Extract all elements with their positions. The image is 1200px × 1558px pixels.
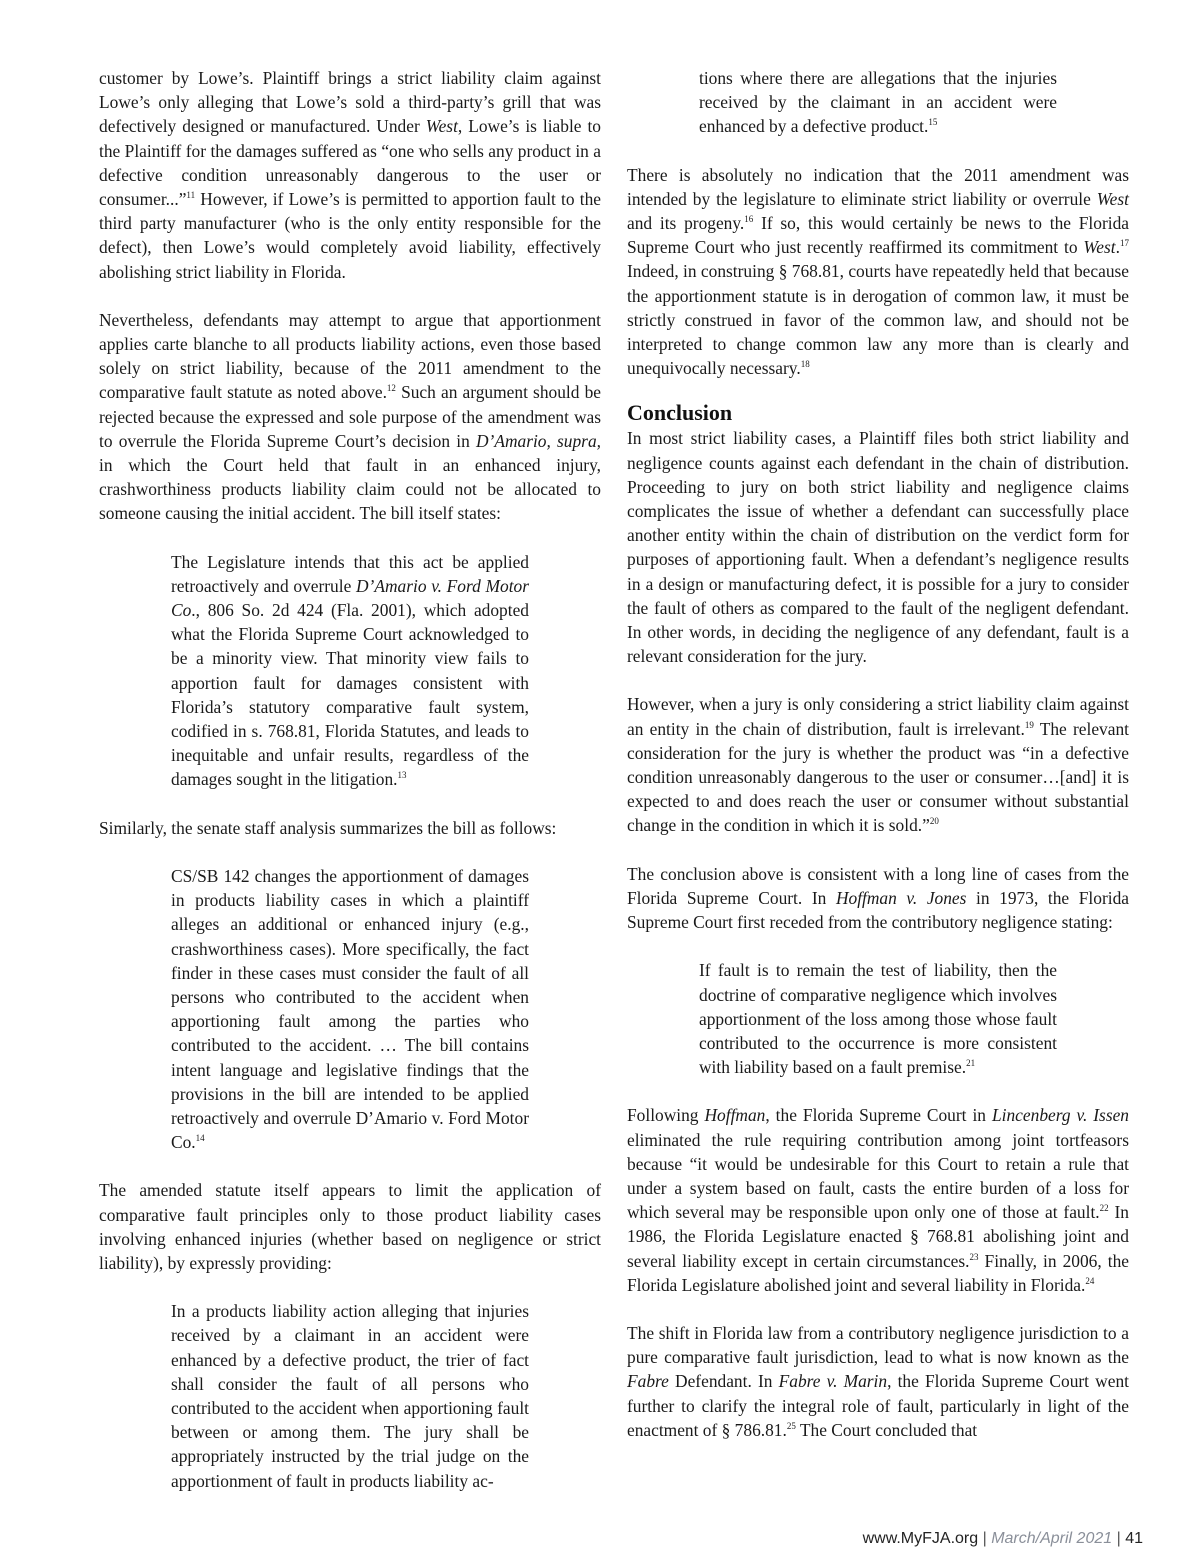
text: However, when a jury is only considering a strict liability claim against an entity in the chain of distribution, fault is irrelevant. xyxy=(627,694,1129,739)
paragraph: In most strict liability cases, a Plaintiff files both strict liability and negligence counts against each defendant in the chain of distribution. Proceeding to jury on both strict liability and negligence claims complicates the issue of whether a defendant can successfully place another entity within the chain of distribution on the verdict form for purposes of apportioning fault. When a defendant’s negligence results in a design or manufacturing defect, it is possible for a jury to consider the fault of others as compared to the fault of the negligent defendant. In other words, in deciding the negligence of any defendant, fault is a relevant consideration for the jury. xyxy=(627,428,1129,667)
paragraph xyxy=(99,308,601,526)
footnote-ref: 15 xyxy=(928,117,938,128)
text: There is absolutely no indication that the 2011 amendment was intended by the legislature to eliminate strict liability or overrule xyxy=(627,164,1129,209)
paragraph: The amended statute itself appears to limit the application of comparative fault principles only to those product liability cases involving enhanced injuries (whether based on negligence or strict liability), by expressly providing: xyxy=(99,1180,601,1273)
footer-separator: | xyxy=(978,1530,992,1547)
footnote-ref: 11 xyxy=(186,190,196,201)
case-name: Hoffman xyxy=(704,1105,766,1126)
case-name: Fabre v. Marin xyxy=(778,1371,888,1392)
block-quote xyxy=(171,864,529,1154)
text: Indeed, in construing § 768.81, courts have repeatedly held that because the apportionment statute is in derogation of common law, it must be strictly construed in favor of the common law, and should not be interpreted to change common law any more than is clearly and unequivocally necessary. xyxy=(627,261,1129,379)
text: , the Florida Supreme Court went further to clarify the integral role of fault, particularly in light of the enactment of § 786.81. xyxy=(627,1371,1129,1440)
case-name: West xyxy=(1096,188,1129,209)
footnote-ref: 16 xyxy=(744,214,754,225)
text: The conclusion above is consistent with a long line of cases from the Florida Supreme Court. In xyxy=(627,863,1129,908)
footnote-ref: 22 xyxy=(1099,1203,1109,1214)
footnote-ref: 20 xyxy=(929,816,939,827)
footnote-ref: 18 xyxy=(800,359,810,370)
block-quote: In a products liability action alleging that injuries received by a claimant in an accident were enhanced by a defective product, the trier of fact shall consider the fault of all persons who contributed to the accident when apportioning fault between or among them. The jury shall be appropriately instructed by the trial judge on the apportionment of fault in products liability ac- xyxy=(171,1301,529,1491)
paragraph: Similarly, the senate staff analysis summarizes the bill as follows: xyxy=(99,817,557,838)
case-name: West xyxy=(425,116,458,137)
text: in which the Court held that fault in an enhanced injury, crashworthiness products liability claim could not be allocated to someone causing the initial accident. The bill itself states: xyxy=(99,455,601,524)
footnote-ref: 19 xyxy=(1024,719,1034,730)
footnote-ref: 24 xyxy=(1085,1275,1095,1286)
text: . xyxy=(1115,237,1120,258)
case-name: Hoffman v. Jones xyxy=(835,887,967,908)
footer-separator: | xyxy=(1112,1530,1126,1547)
block-quote xyxy=(699,958,1057,1079)
text: customer by Lowe’s. Plaintiff brings a strict liability claim against Lowe’s only alleging that Lowe’s sold a third-party’s grill that was defectively designed or manufactured. Under xyxy=(99,68,601,137)
text: , Lowe’s is liable to the Plaintiff for the damages suffered as “one who sells any product in a defective condition unreasonably dangerous to the user or consumer...” xyxy=(99,116,601,210)
page-footer xyxy=(863,1530,1143,1548)
footnote-ref: 23 xyxy=(969,1251,979,1262)
footnote-ref: 13 xyxy=(397,770,407,781)
text: Defendant. In xyxy=(668,1371,779,1392)
case-name: West xyxy=(1083,237,1116,258)
case-name: Lincenberg v. Issen xyxy=(991,1105,1130,1126)
text: ., 806 So. 2d 424 (Fla. 2001), which adopted what the Florida Supreme Court acknowledged to be a minority view. That minority view fails to apportion fault for damages consistent with Florida’s statutory comparative fault system, codified in s. 768.81, Florida Statutes, and leads to inequitable and unfair results, regardless of the damages sought in the litigation. xyxy=(171,600,529,790)
text: Finally, in 2006, the Florida Legislature abolished joint and several liability in Florida. xyxy=(627,1250,1129,1295)
block-quote xyxy=(171,550,529,792)
footnote-ref: 14 xyxy=(195,1133,205,1144)
footnote-ref: 21 xyxy=(966,1058,976,1069)
text: in 1973, the Florida Supreme Court first receded from the contributory negligence stating: xyxy=(627,887,1130,933)
website-link[interactable]: www.MyFJA.org xyxy=(862,1530,979,1547)
paragraph xyxy=(627,163,1129,381)
paragraph xyxy=(99,66,601,284)
text: The relevant consideration for the jury is whether the product was “in a defective condition unreasonably dangerous to the user or consumer…[and] it is expected to and does reach the user or consumer without substantial change in the condition in which it is sold.” xyxy=(627,718,1129,836)
text: The Legislature intends that this act be applied retroactively and overrule xyxy=(171,551,529,596)
text: eliminated the rule requiring contribution among joint tortfeasors because “it would be undesirable for this Court to retain a rule that under a system based on fault, casts the entire burden of a loss for which several may be responsible upon only one of those at fault. xyxy=(627,1129,1129,1223)
case-name: Fabre xyxy=(627,1371,669,1392)
text: CS/SB 142 changes the apportionment of damages in products liability cases in which a plaintiff alleges an additional or enhanced injury (e.g., crashworthiness cases). More specifically, the fact finder in these cases must consider the fault of all persons who contributed to the accident when apportioning fault among the parties who contributed to the accident. … The bill contains intent language and legislative findings that the provisions in the bill are intended to be applied retroactively and overrule D’Amario v. Ford Motor Co. xyxy=(171,865,529,1153)
text: Following xyxy=(627,1105,705,1126)
page-number: 41 xyxy=(1125,1530,1143,1547)
text: The shift in Florida law from a contributory negligence jurisdiction to a pure comparative fault jurisdiction, lead to what is now known as the xyxy=(627,1322,1129,1368)
case-name: D’Amario v. Ford Motor Co xyxy=(171,575,529,621)
footnote-ref: 17 xyxy=(1120,238,1129,249)
section-heading: Conclusion xyxy=(627,400,733,426)
text: However, if Lowe’s is permitted to apportion fault to the third party manufacturer (who is the only entity responsible for the defect), then Lowe’s would completely avoid liability, effectively abolishing strict liability in Florida. xyxy=(99,189,601,282)
text: tions where there are allegations that the injuries received by the claimant in an accident were enhanced by a defective product. xyxy=(699,68,1057,137)
paragraph xyxy=(627,1103,1129,1297)
case-name: D’Amario, supra, xyxy=(475,430,601,451)
text: Such an argument should be rejected because the expressed and sole purpose of the amendment was to overrule the Florida Supreme Court’s decision in xyxy=(99,382,601,451)
text: The Court concluded that xyxy=(795,1419,978,1440)
left-column xyxy=(99,66,601,1493)
paragraph xyxy=(627,692,1129,837)
paragraph xyxy=(627,862,1129,935)
text: In 1986, the Florida Legislature enacted § 768.81 abolishing joint and several liability except in certain circumstances. xyxy=(627,1202,1129,1271)
text: Nevertheless, defendants may attempt to argue that apportionment applies carte blanche to all products liability actions, even those based solely on strict liability, because of the 2011 amendment to the comparative fault statute as noted above. xyxy=(99,309,601,403)
text: , the Florida Supreme Court in xyxy=(765,1105,992,1126)
right-column xyxy=(627,66,1129,1442)
footnote-ref: 25 xyxy=(786,1420,796,1431)
text: If so, this would certainly be news to the Florida Supreme Court who just recently reaffirmed its commitment to xyxy=(627,213,1129,258)
footnote-ref: 12 xyxy=(386,383,396,394)
issue-date: March/April 2021 xyxy=(991,1530,1113,1547)
paragraph xyxy=(627,1321,1129,1442)
text: If fault is to remain the test of liability, then the doctrine of comparative negligence which involves apportionment of the loss among those whose fault contributed to the occurrence is more consistent with liability based on a fault premise. xyxy=(699,960,1057,1078)
block-quote-continued xyxy=(699,66,1057,139)
text: and its progeny. xyxy=(627,213,745,234)
